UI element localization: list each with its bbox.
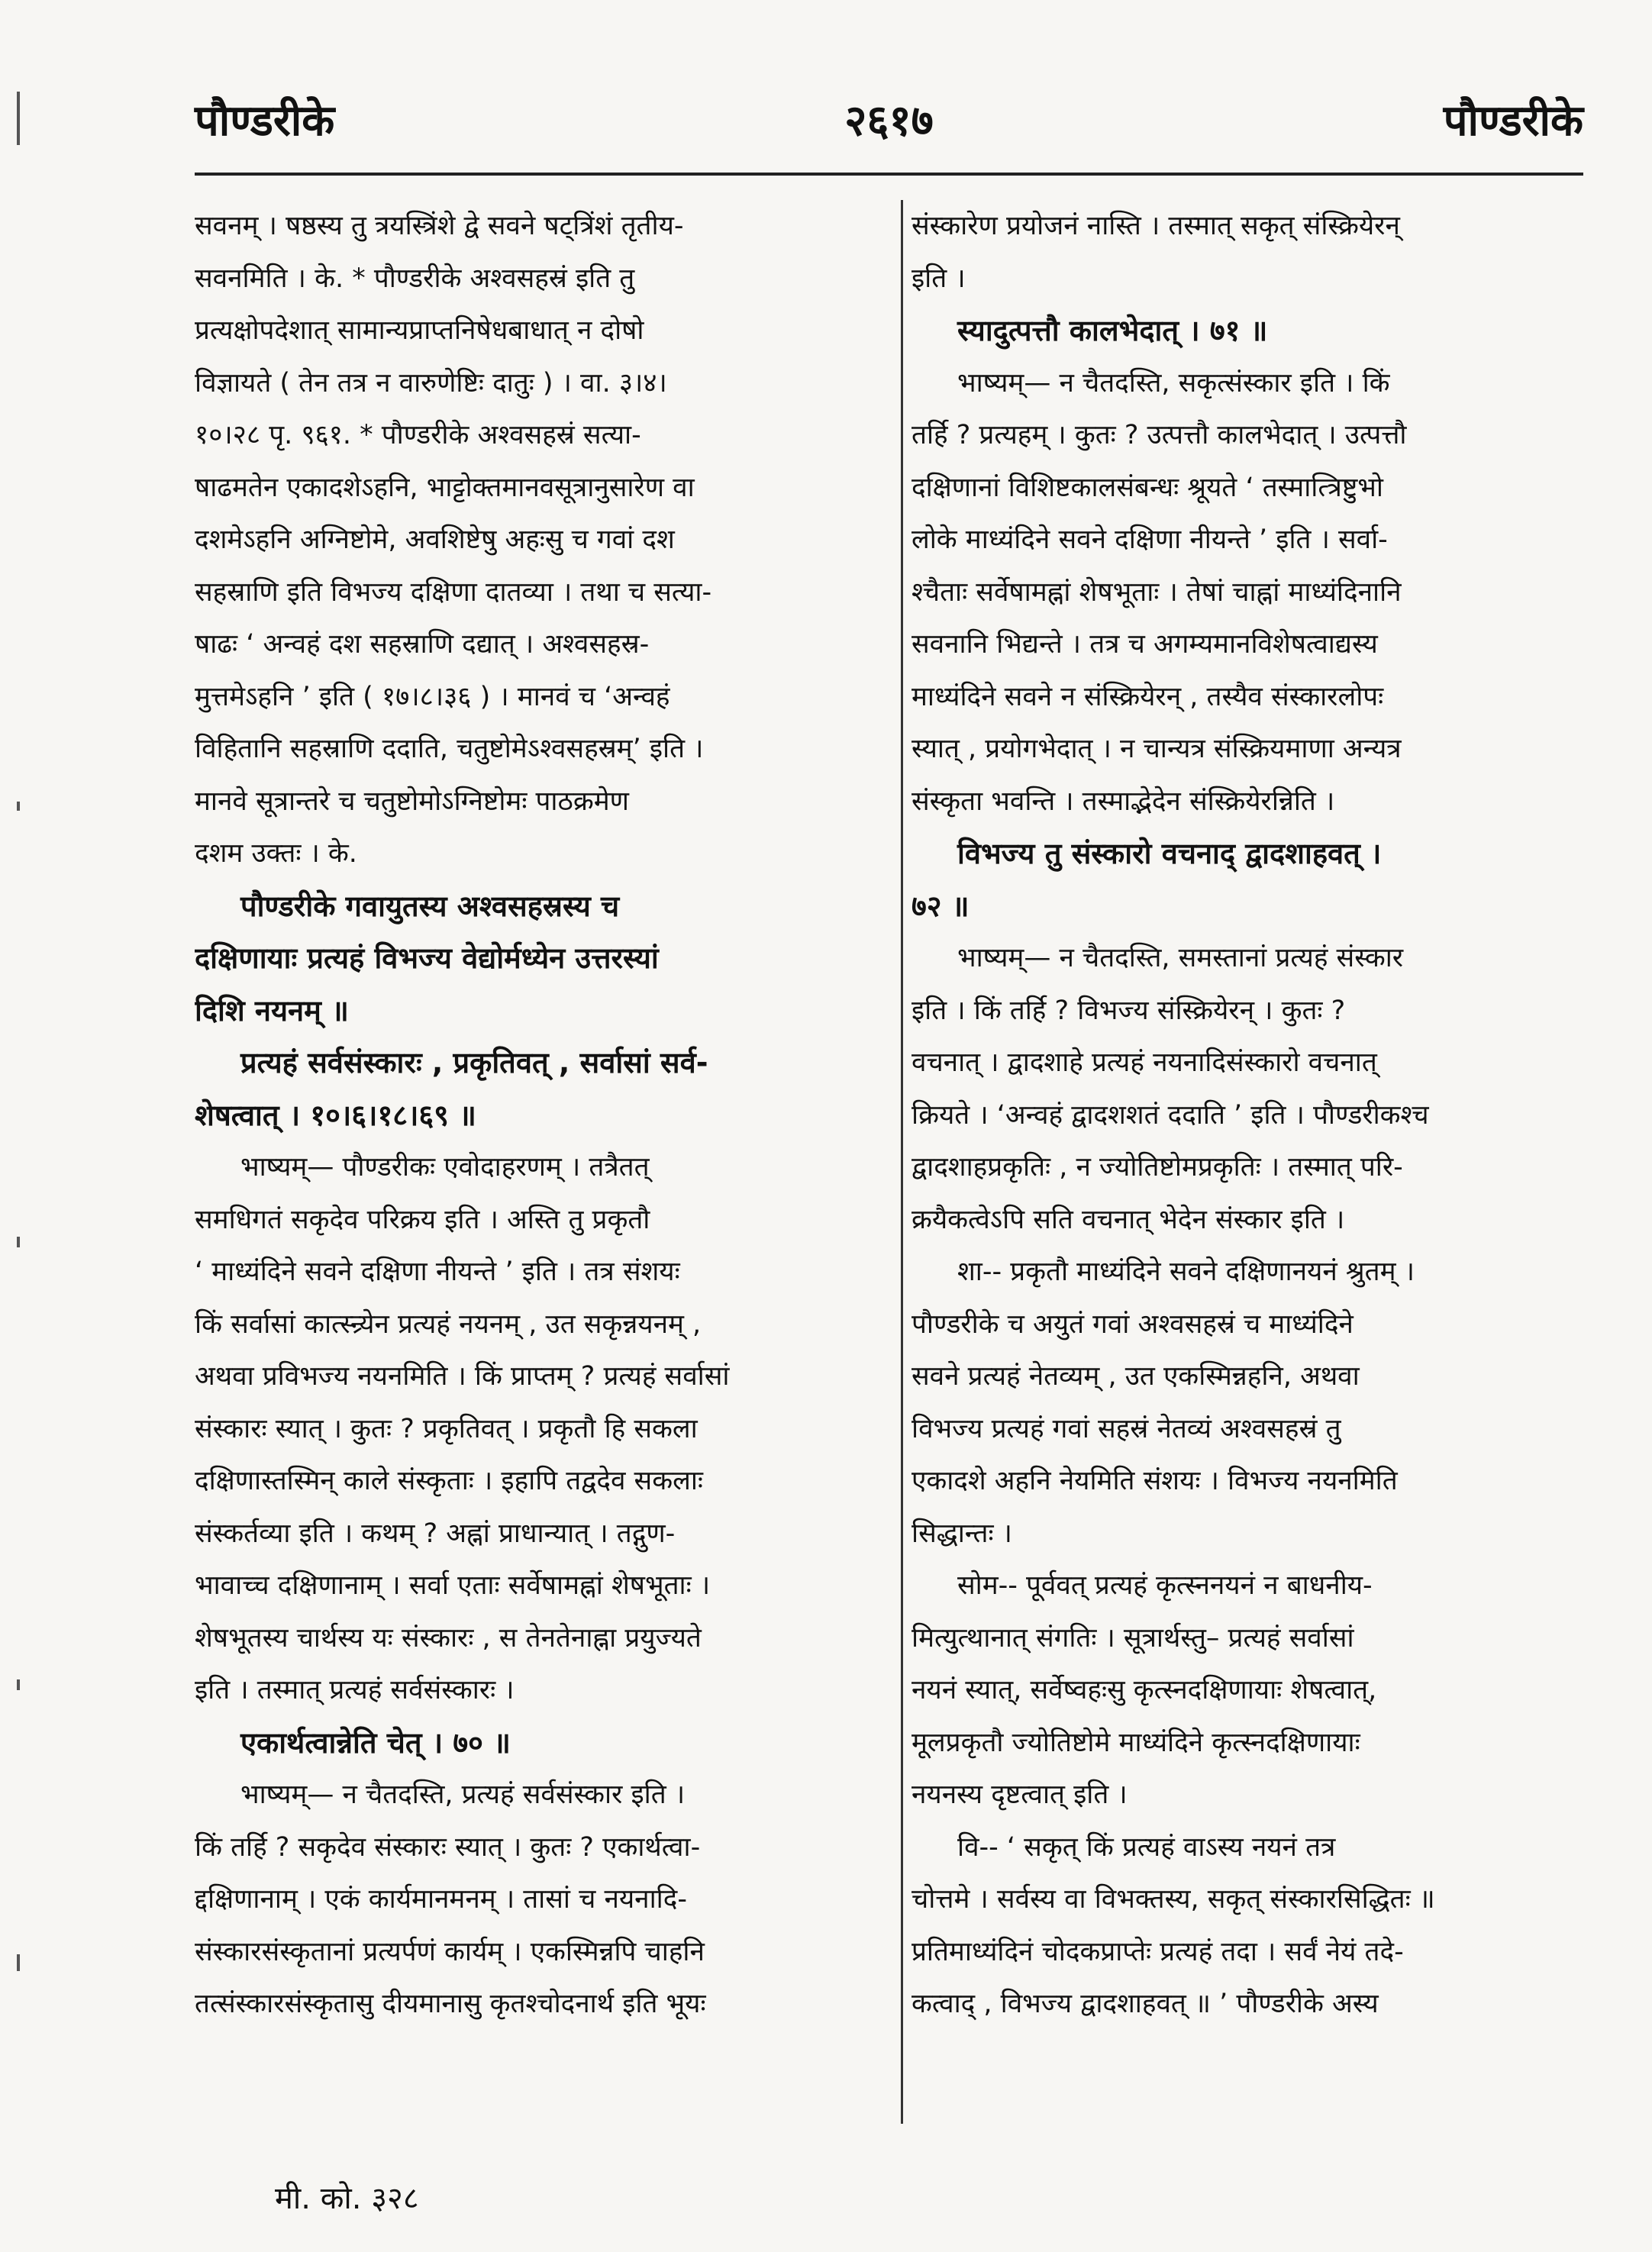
text-line: सहस्राणि इति विभज्य दक्षिणा दातव्या । तथा च सत्या- xyxy=(195,576,712,608)
text-line: १०।२८ पृ. ९६१. * पौण्डरीके अश्वसहस्रं सत्या- xyxy=(195,420,641,450)
margin-mark xyxy=(17,92,20,145)
right-column xyxy=(912,200,1583,2031)
footer-signature: मी. को. ३२८ xyxy=(275,2181,419,2216)
text-line: किं सर्वासां कात्स्न्र्येन प्रत्यहं नयनम् , उत सकृन्नयनम् , xyxy=(195,1308,702,1340)
running-head-left: पौण्डरीके xyxy=(195,96,335,146)
text-line: शा-- प्रकृतौ माध्यंदिने सवने दक्षिणानयनं श्रुतम् । xyxy=(957,1257,1415,1287)
text-line: सवनम् । षष्ठस्य तु त्रयस्त्रिंशे द्वे सवने षट्त्रिंशं तृतीय- xyxy=(195,211,684,241)
text-line: संस्कारेण प्रयोजनं नास्ति । तस्मात् सकृत् संस्क्रियेरन् xyxy=(912,211,1400,241)
text-line: दिशि नयनम् ॥ xyxy=(195,993,349,1028)
text-line: तत्संस्कारसंस्कृतासु दीयमानासु कृतश्चोदनार्थ इति भूयः xyxy=(195,1989,706,2019)
margin-mark xyxy=(17,1679,20,1690)
text-line: क्रयैकत्वेऽपि सति वचनात् भेदेन संस्कार इति । xyxy=(912,1204,1345,1235)
text-line: पौण्डरीके गवायुतस्य अश्वसहस्रस्य च xyxy=(240,889,620,923)
text-line: दक्षिणानां विशिष्टकालसंबन्धः श्रूयते ‘ तस्मात्त्रिष्टुभो xyxy=(912,472,1383,503)
text-line: प्रतिमाध्यंदिनं चोदकप्राप्तेः प्रत्यहं तदा । सर्वं नेयं तदे- xyxy=(912,1936,1404,1967)
text-line: स्यादुत्पत्तौ कालभेदात् । ७१ ॥ xyxy=(957,314,1268,347)
text-line: इति । xyxy=(912,263,966,294)
text-line: शेषभूतस्य चार्थस्य यः संस्कारः , स तेनतेनाह्ना प्रयुज्यते xyxy=(195,1622,702,1654)
text-line: स्यात् , प्रयोगभेदात् । न चान्यत्र संस्क्रियमाणा अन्यत्र xyxy=(912,734,1402,764)
text-line: सवनानि भिद्यन्ते । तत्र च अगम्यमानविशेषत्वाद्यस्य xyxy=(912,629,1378,660)
text-line: षाढः ‘ अन्वहं दश सहस्राणि दद्यात् । अश्वसहस्र- xyxy=(195,629,650,660)
text-line: अथवा प्रविभज्य नयनमिति । किं प्राप्तम् ? प्रत्यहं सर्वासां xyxy=(195,1361,730,1392)
text-line: ७२ ॥ xyxy=(912,889,970,923)
text-line: शेषत्वात् । १०।६।१८।६९ ॥ xyxy=(195,1098,476,1132)
text-line: प्रत्यहं सर्वसंस्कारः , प्रकृतिवत् , सर्वासां सर्व- xyxy=(240,1046,708,1079)
text-line: एकादशे अहनि नेयमिति संशयः । विभज्य नयनमिति xyxy=(912,1466,1398,1496)
page-number: २६१७ xyxy=(844,96,934,146)
text-line: विहितानि सहस्राणि ददाति, चतुष्टोमेऽश्वसहस्रम्’ इति । xyxy=(195,734,704,764)
text-line: कत्वाद् , विभज्य द्वादशाहवत् ॥ ’ पौण्डरीके अस्य xyxy=(912,1989,1379,2019)
text-line: भावाच्च दक्षिणानाम् । सर्वा एताः सर्वेषामह्नां शेषभूताः । xyxy=(195,1570,711,1601)
left-column xyxy=(195,200,866,2031)
text-line: सोम-- पूर्ववत् प्रत्यहं कृत्स्ननयनं न बाधनीय- xyxy=(957,1570,1373,1601)
text-line: मूलप्रकृतौ ज्योतिष्टोमे माध्यंदिने कृत्स्नदक्षिणायाः xyxy=(912,1727,1360,1758)
text-line: मुत्तमेऽहनि ’ इति ( १७।८।३६ ) । मानवं च ‘अन्वहं xyxy=(195,681,670,712)
text-line: चोत्तमे । सर्वस्य वा विभक्तस्य, सकृत् संस्कारसिद्धितः ॥ xyxy=(912,1884,1435,1915)
text-line: दक्षिणायाः प्रत्यहं विभज्य वेद्योर्मध्येन उत्तरस्यां xyxy=(195,941,659,975)
text-line: नयनस्य दृष्टत्वात् इति । xyxy=(912,1779,1128,1810)
running-head xyxy=(195,90,1583,159)
text-line: द्वादशाहप्रकृतिः , न ज्योतिष्टोमप्रकृतिः । तस्मात् परि- xyxy=(912,1152,1403,1182)
text-line: संस्कर्तव्या इति । कथम् ? अह्नां प्राधान्यात् । तद्गुण- xyxy=(195,1518,676,1549)
text-line: माध्यंदिने सवने न संस्क्रियेरन् , तस्यैव संस्कारलोपः xyxy=(912,681,1384,712)
text-line: विभज्य प्रत्यहं गवां सहस्रं नेतव्यं अश्वसहस्रं तु xyxy=(912,1413,1341,1444)
text-line: दशमेऽहनि अग्निष्टोमे, अवशिष्टेषु अहःसु च गवां दश xyxy=(195,524,675,555)
text-line: भाष्यम्— न चैतदस्ति, सकृत्संस्कार इति । किं xyxy=(957,367,1390,398)
header-rule xyxy=(195,173,1583,176)
text-line: विभज्य तु संस्कारो वचनाद् द्वादशाहवत् । xyxy=(957,837,1382,870)
text-line: तर्हि ? प्रत्यहम् । कुतः ? उत्पत्तौ कालभेदात् । उत्पत्तौ xyxy=(912,420,1407,450)
text-line: वि-- ‘ सकृत् किं प्रत्यहं वाऽस्य नयनं तत्र xyxy=(957,1831,1336,1863)
text-line: मित्युत्थानात् संगतिः । सूत्रार्थस्तु– प्रत्यहं सर्वासां xyxy=(912,1622,1354,1654)
text-line: लोके माध्यंदिने सवने दक्षिणा नीयन्ते ’ इति । सर्वा- xyxy=(912,524,1388,555)
text-line: श्चैताः सर्वेषामह्नां शेषभूताः । तेषां चाह्नां माध्यंदिनानि xyxy=(912,576,1402,608)
text-columns xyxy=(195,200,1583,2139)
text-line: किं तर्हि ? सकृदेव संस्कारः स्यात् । कुतः ? एकार्थत्वा- xyxy=(195,1831,701,1863)
text-line: भाष्यम्— पौण्डरीकः एवोदाहरणम् । तत्रैतत् xyxy=(240,1152,650,1182)
text-line: विज्ञायते ( तेन तत्र न वारुणेष्टिः दातुः ) । वा. ३।४। xyxy=(195,367,667,398)
text-line: सवनमिति । के. * पौण्डरीके अश्वसहस्रं इति तु xyxy=(195,263,635,294)
margin-mark xyxy=(17,1237,20,1247)
text-line: नयनं स्यात्, सर्वेष्वहःसु कृत्स्नदक्षिणायाः शेषत्वात्, xyxy=(912,1675,1377,1705)
text-line: षाढमतेन एकादशेऽहनि, भाट्टोक्तमानवसूत्रानुसारेण वा xyxy=(195,472,695,503)
text-line: द्दक्षिणानाम् । एकं कार्यमानमनम् । तासां च नयनादि- xyxy=(195,1884,687,1915)
text-line: सिद्धान्तः । xyxy=(912,1518,1012,1549)
text-line: क्रियते । ‘अन्वहं द्वादशशतं ददाति ’ इति । पौण्डरीकश्च xyxy=(912,1099,1429,1131)
margin-mark xyxy=(17,802,20,811)
margin-mark xyxy=(17,1954,20,1971)
text-line: संस्कारसंस्कृतानां प्रत्यर्पणं कार्यम् । एकस्मिन्नपि चाहनि xyxy=(195,1936,705,1967)
text-line: दक्षिणास्तस्मिन् काले संस्कृताः । इहापि तद्वदेव सकलाः xyxy=(195,1466,703,1496)
text-line: प्रत्यक्षोपदेशात् सामान्यप्राप्तनिषेधबाधात् न दोषो xyxy=(195,315,644,346)
text-line: समधिगतं सकृदेव परिक्रय इति । अस्ति तु प्रकृतौ xyxy=(195,1204,650,1235)
text-line: वचनात् । द्वादशाहे प्रत्यहं नयनादिसंस्कारो वचनात् xyxy=(912,1047,1377,1078)
running-head-right: पौण्डरीके xyxy=(1443,96,1583,146)
text-line: संस्कारः स्यात् । कुतः ? प्रकृतिवत् । प्रकृतौ हि सकला xyxy=(195,1413,698,1444)
text-line: संस्कृता भवन्ति । तस्माद्भेदेन संस्क्रियेरन्निति । xyxy=(912,786,1335,817)
text-line: दशम उक्तः । के. xyxy=(195,838,357,869)
text-line: पौण्डरीके च अयुतं गवां अश्वसहस्रं च माध्यंदिने xyxy=(912,1308,1354,1340)
text-line: भाष्यम्— न चैतदस्ति, समस्तानां प्रत्यहं संस्कार xyxy=(957,943,1404,973)
text-line: एकार्थत्वान्नेति चेत् । ७० ॥ xyxy=(240,1725,511,1760)
text-line: सवने प्रत्यहं नेतव्यम् , उत एकस्मिन्नहनि, अथवा xyxy=(912,1361,1360,1392)
text-line: इति । तस्मात् प्रत्यहं सर्वसंस्कारः । xyxy=(195,1675,515,1705)
text-line: ‘ माध्यंदिने सवने दक्षिणा नीयन्ते ’ इति । तत्र संशयः xyxy=(195,1257,680,1287)
text-line: इति । किं तर्हि ? विभज्य संस्क्रियेरन् । कुतः ? xyxy=(912,995,1346,1026)
text-line: मानवे सूत्रान्तरे च चतुष्टोमोऽग्निष्टोमः पाठक्रमेण xyxy=(195,786,629,817)
text-line: भाष्यम्— न चैतदस्ति, प्रत्यहं सर्वसंस्कार इति । xyxy=(240,1779,686,1810)
